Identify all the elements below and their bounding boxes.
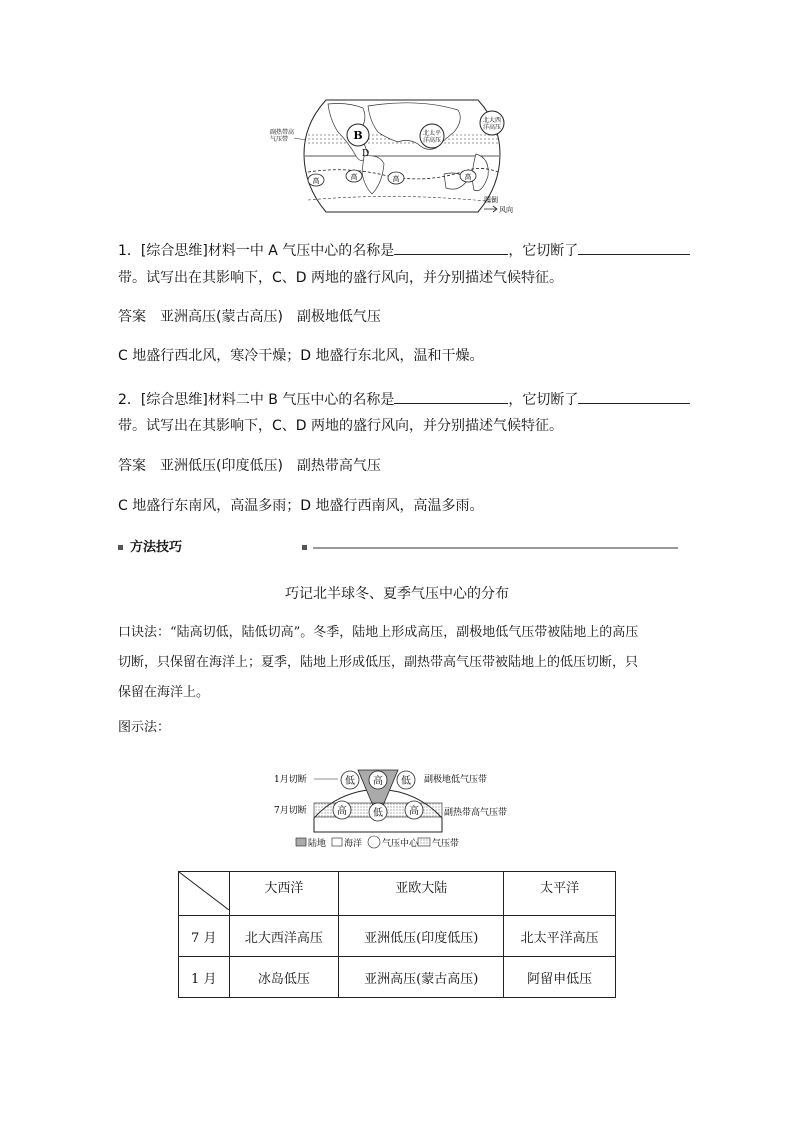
mnemonic-line-3: 保留在海洋上。 xyxy=(118,685,210,700)
table-cell: 7 月 xyxy=(179,916,230,957)
q2-answer-detail: C 地盛行东南风，高温多雨；D 地盛行西南风，高温多雨。 xyxy=(118,498,484,514)
legend-center: 气压中心 xyxy=(382,839,419,849)
cell-low-right: 低 xyxy=(401,776,411,787)
north-atlantic-high-label: 北大西洋高压 xyxy=(482,117,502,131)
high-cell: 高 xyxy=(350,173,358,181)
pressure-center-table xyxy=(178,871,616,998)
cell-low-left: 低 xyxy=(345,776,355,787)
sub-tropical-label: 副热带高气压带 xyxy=(444,808,508,818)
table-header: 太平洋 xyxy=(504,872,616,916)
cell-low-bottom: 低 xyxy=(373,808,383,819)
answer-label: 答案 xyxy=(118,309,146,325)
answer-label: 答案 xyxy=(118,458,146,474)
table-cell: 北太平洋高压 xyxy=(504,916,616,957)
sub-polar-label: 副极地低气压带 xyxy=(424,775,488,785)
table-header-row xyxy=(179,872,616,916)
q2-blank-2[interactable] xyxy=(578,389,690,404)
table-row xyxy=(179,916,616,957)
center-b-label: B xyxy=(353,129,363,142)
q1-answer xyxy=(118,307,381,327)
q1-line2: 带。试写出在其影响下，C、D 两地的盛行风向，并分别描述气候特征。 xyxy=(118,270,564,286)
q2-line2: 带。试写出在其影响下，C、D 两地的盛行风向，并分别描述气候特征。 xyxy=(118,418,564,434)
high-cell: 高 xyxy=(392,175,400,183)
table-cell: 冰岛低压 xyxy=(229,957,339,998)
mnemonic-line-2: 切断，只保留在海洋上；夏季，陆地上形成低压，副热带高气压带被陆地上的低压切断，只 xyxy=(118,655,639,670)
high-cell: 高 xyxy=(312,177,320,185)
legend-land: 陆地 xyxy=(308,839,327,849)
q2-blank-1[interactable] xyxy=(394,389,508,404)
table-header: 大西洋 xyxy=(229,872,339,916)
mnemonic-line-1: 口诀法：“陆高切低，陆低切高”。冬季，陆地上形成高压，副极地低气压带被陆地上的高压 xyxy=(118,625,639,640)
table-cell: 北大西洋高压 xyxy=(229,916,339,957)
table-header: 亚欧大陆 xyxy=(339,872,504,916)
cell-high-top: 高 xyxy=(373,776,383,787)
cell-high-right: 高 xyxy=(409,806,419,817)
diagram-label: 图示法： xyxy=(118,720,171,735)
section-header xyxy=(118,539,678,557)
section-title: 方法技巧 xyxy=(130,540,183,555)
q1-answer-detail: C 地盛行西北风，寒冷干燥；D 地盛行东北风，温和干燥。 xyxy=(118,348,484,364)
subtropical-high-label: 副热带高气压带 xyxy=(270,129,295,143)
high-cell: 高 xyxy=(464,173,472,181)
square-icon xyxy=(302,545,307,550)
legend-wind: 风向 xyxy=(499,206,513,214)
table-corner-cell xyxy=(179,872,230,916)
table-row xyxy=(179,957,616,998)
q2-answer-text: 亚洲低压(印度低压) 副热带高气压 xyxy=(160,458,381,474)
q2-answer xyxy=(118,456,381,476)
table-cell: 亚洲低压(印度低压) xyxy=(339,916,504,957)
jan-label: 1月切断 xyxy=(274,775,307,785)
table-cell: 1 月 xyxy=(179,957,230,998)
q2-line1: 2．[综合思维]材料二中 B 气压中心的名称是 ，它切断了 xyxy=(118,389,690,410)
legend-ocean: 海洋 xyxy=(344,839,363,849)
legend-title: 图例 xyxy=(484,196,498,204)
method-heading: 巧记北半球冬、夏季气压中心的分布 xyxy=(285,586,509,602)
q1-answer-text: 亚洲高压(蒙古高压) 副极地低气压 xyxy=(160,309,381,325)
arrow-icon xyxy=(484,206,497,212)
table-cell: 阿留申低压 xyxy=(504,957,616,998)
q1-blank-1[interactable] xyxy=(394,240,508,255)
world-pressure-map xyxy=(268,94,528,218)
jul-label: 7月切断 xyxy=(274,806,307,816)
legend-belt: 气压带 xyxy=(432,839,460,849)
cell-high-left: 高 xyxy=(337,806,347,817)
section-divider xyxy=(313,547,678,549)
table-cell: 亚洲高压(蒙古高压) xyxy=(339,957,504,998)
square-icon xyxy=(118,545,123,550)
pressure-diagram xyxy=(270,758,530,852)
north-pacific-high-label: 北太平洋高压 xyxy=(422,130,442,144)
center-d-label: D xyxy=(362,149,370,159)
q1-line1: 1．[综合思维]材料一中 A 气压中心的名称是 ，它切断了 xyxy=(118,240,690,261)
diagonal-line xyxy=(179,872,229,910)
q1-blank-2[interactable] xyxy=(578,240,690,255)
